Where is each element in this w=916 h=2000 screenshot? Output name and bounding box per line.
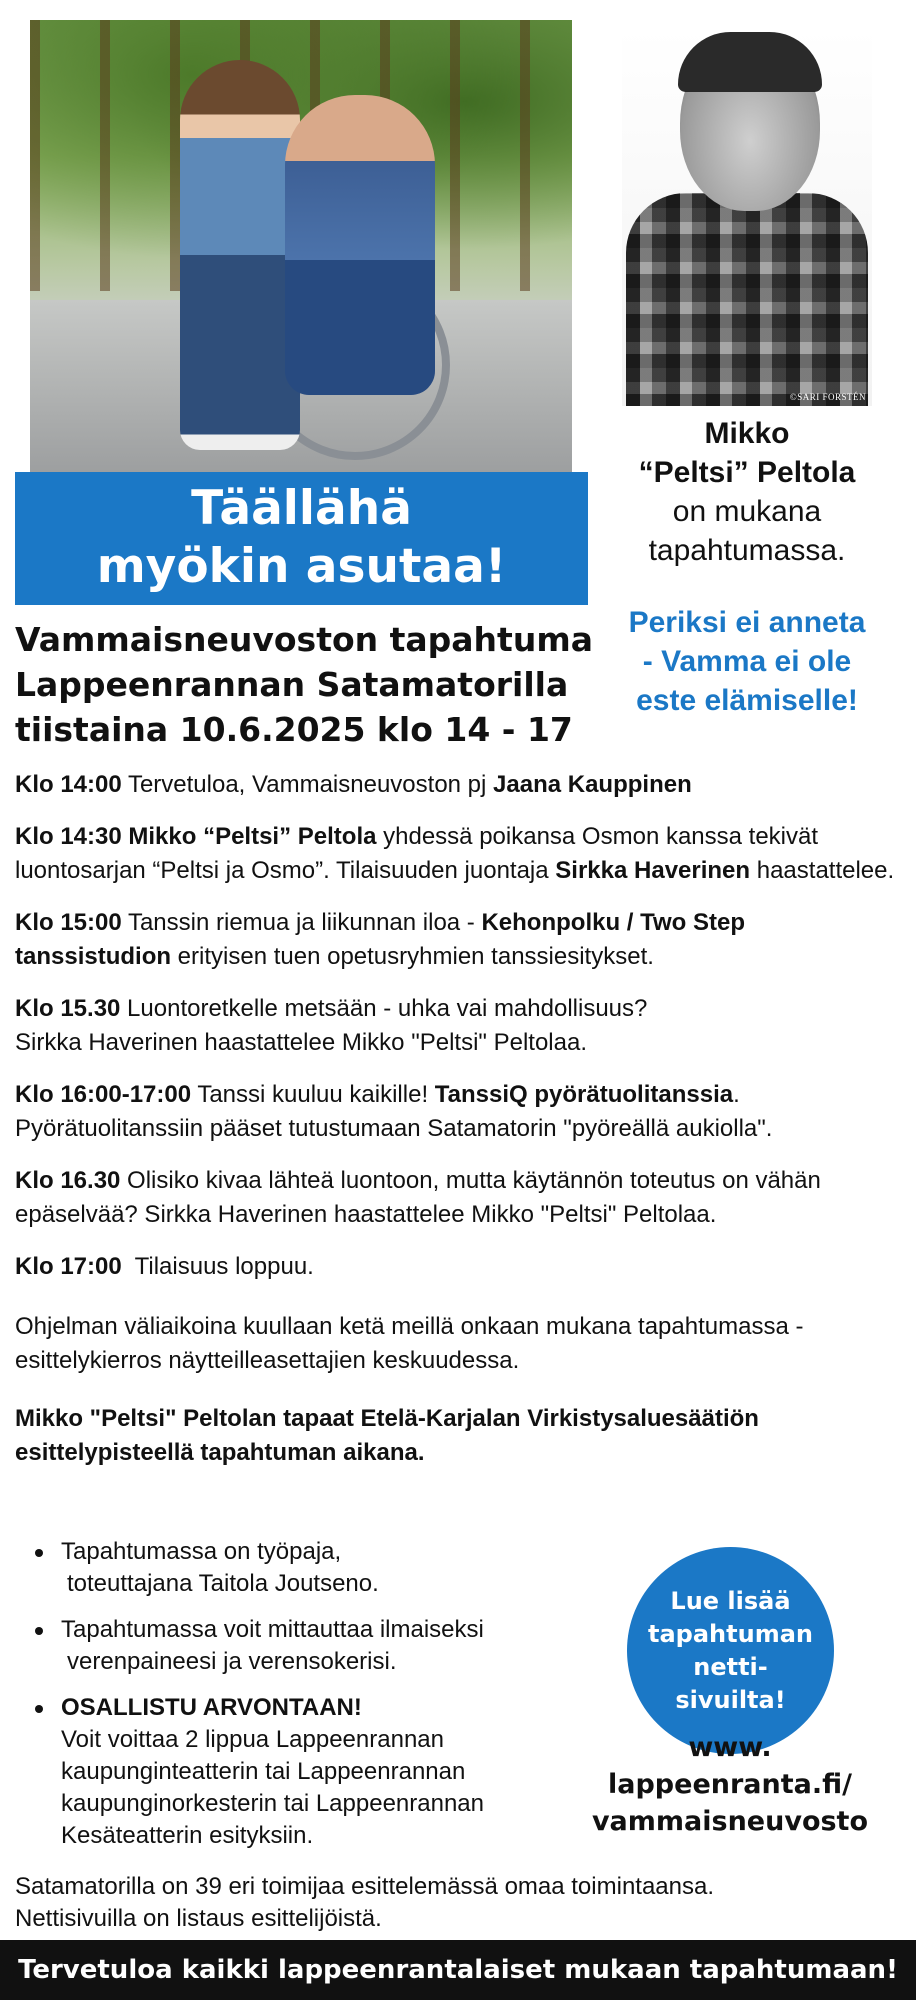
bullet-text: toteuttajana Taitola Joutseno.: [67, 1570, 379, 1597]
raffle-title: OSALLISTU ARVONTAAN!: [61, 1694, 362, 1721]
program-item: [15, 906, 895, 974]
program-time: Klo 16:00-17:00: [15, 1081, 192, 1108]
program-person: Jaana Kauppinen: [493, 771, 692, 798]
bullet-text: Kesäteatterin esityksiin.: [61, 1822, 314, 1849]
web-link-line: www.: [688, 1732, 772, 1763]
program-performer: TanssiQ pyörätuolitanssia: [434, 1081, 734, 1108]
info-bullets: [35, 1536, 595, 1866]
program-item: [15, 1164, 895, 1232]
program-person: Mikko “Peltsi” Peltola: [121, 823, 377, 850]
caption-nickname: “Peltsi” Peltola: [638, 456, 856, 489]
event-heading: [15, 617, 605, 752]
event-heading-line: tiistaina 10.6.2025 klo 14 - 17: [15, 710, 573, 749]
footer-info-line: Satamatorilla on 39 eri toimijaa esittelemässä omaa toimintaansa.: [15, 1873, 715, 1900]
photo-credit: ©SARI FORSTÉN: [789, 392, 866, 402]
web-link-line: lappeenranta.fi/: [608, 1769, 852, 1800]
program-time: Klo 14:30: [15, 823, 122, 850]
program-time: Klo 15.30: [15, 995, 121, 1022]
program-time: Klo 15:00: [15, 909, 122, 936]
photo-woman-and-man-in-wheelchair: [30, 20, 572, 472]
bullet-text: kaupunginteatterin tai Lappeenrannan: [61, 1758, 466, 1785]
program-text: .: [733, 1081, 740, 1108]
banner-line: myökin asutaa!: [96, 539, 507, 594]
program-time: Klo 16.30: [15, 1167, 121, 1194]
program-text: haastattelee.: [750, 857, 895, 884]
badge-line: sivuilta!: [675, 1685, 786, 1714]
welcome-footer-bar: Tervetuloa kaikki lappeenrantalaiset mukaan tapahtumaan!: [0, 1940, 916, 2000]
program-text: Tervetuloa, Vammaisneuvoston pj: [121, 771, 494, 798]
program-time: Klo 14:00: [15, 771, 122, 798]
meet-mikko-note: Mikko "Peltsi" Peltolan tapaat Etelä-Karjalan Virkistysaluesäätiön esittelypisteellä tapahtuman aikana.: [15, 1405, 759, 1466]
program-text: Olisiko kivaa lähteä luontoon, mutta käytännön toteutus on vähän epäselvää? Sirkka Haverinen haastattelee Mikko "Peltsi" Peltolaa.: [15, 1167, 821, 1228]
caption-name: Mikko: [704, 417, 790, 450]
web-link-line: vammaisneuvosto: [591, 1806, 869, 1837]
footer-info: [15, 1871, 895, 1935]
website-address[interactable]: [590, 1729, 870, 1840]
program-text: erityisen tuen opetusryhmien tanssiesitykset.: [171, 943, 654, 970]
event-heading-line: Lappeenrannan Satamatorilla: [15, 665, 569, 704]
bullet-item: [35, 1614, 595, 1678]
program-item: [15, 1078, 895, 1146]
mikko-caption: [602, 414, 892, 570]
slogan-line: Periksi ei anneta: [628, 606, 866, 639]
program-schedule: [15, 768, 895, 1488]
read-more-badge: [627, 1547, 834, 1754]
program-person: Sirkka Haverinen: [555, 857, 751, 884]
event-heading-line: Vammaisneuvoston tapahtuma: [15, 620, 593, 659]
bullet-text: Tapahtumassa on työpaja,: [61, 1538, 342, 1565]
program-time: Klo 17:00: [15, 1253, 122, 1280]
program-text: Pyörätuolitanssiin pääset tutustumaan Satamatorin "pyöreällä aukiolla".: [15, 1115, 773, 1142]
photo-woman: [180, 60, 300, 450]
badge-line: netti-: [693, 1652, 768, 1681]
program-note: Ohjelman väliaikoina kuullaan ketä meillä onkaan mukana tapahtumassa - esittelykierros näytteilleasettajien keskuudessa.: [15, 1313, 804, 1374]
photo-mikko-peltola: [622, 28, 872, 406]
bullet-text: Tapahtumassa voit mittauttaa ilmaiseksi: [61, 1616, 484, 1643]
program-item: [15, 992, 895, 1060]
bullet-text: kaupunginorkesterin tai Lappeenrannan: [61, 1790, 484, 1817]
caption-line: tapahtumassa.: [648, 534, 846, 567]
badge-line: tapahtuman: [648, 1619, 813, 1648]
photo-man: [285, 95, 435, 395]
bullet-item: [35, 1692, 595, 1852]
photo-hair: [678, 32, 822, 92]
bullet-text: Voit voittaa 2 lippua Lappeenrannan: [61, 1726, 444, 1753]
badge-line: Lue lisää: [670, 1586, 791, 1615]
caption-line: on mukana: [672, 495, 822, 528]
bullet-item: [35, 1536, 595, 1600]
program-text: Luontoretkelle metsään - uhka vai mahdollisuus?: [120, 995, 648, 1022]
program-text: yhdessä poikansa Osmon kanssa tekivät luontosarjan “Peltsi ja Osmo”. Tilaisuuden juontaja: [15, 823, 819, 884]
program-text: Tanssi kuuluu kaikille!: [191, 1081, 435, 1108]
program-text: Tanssin riemua ja liikunnan iloa -: [121, 909, 482, 936]
program-text: Tilaisuus loppuu.: [121, 1253, 314, 1280]
photo-plaid-shirt: [626, 193, 868, 406]
banner-line: Täällähä: [191, 481, 412, 536]
headline-banner: [15, 472, 588, 605]
bullet-text: verenpaineesi ja verensokerisi.: [67, 1648, 397, 1675]
program-item: [15, 768, 895, 802]
slogan-line: - Vamma ei ole: [642, 645, 852, 678]
slogan: [602, 603, 892, 720]
program-item: [15, 1250, 895, 1284]
program-text: Sirkka Haverinen haastattelee Mikko "Peltsi" Peltolaa.: [15, 1029, 587, 1056]
program-note-bold: [15, 1402, 895, 1470]
footer-info-line: Nettisivuilla on listaus esittelijöistä.: [15, 1905, 382, 1932]
program-item: [15, 820, 895, 888]
slogan-line: este elämiselle!: [636, 684, 858, 717]
program-performer: Kehonpolku / Two Step tanssistudion: [15, 909, 746, 970]
